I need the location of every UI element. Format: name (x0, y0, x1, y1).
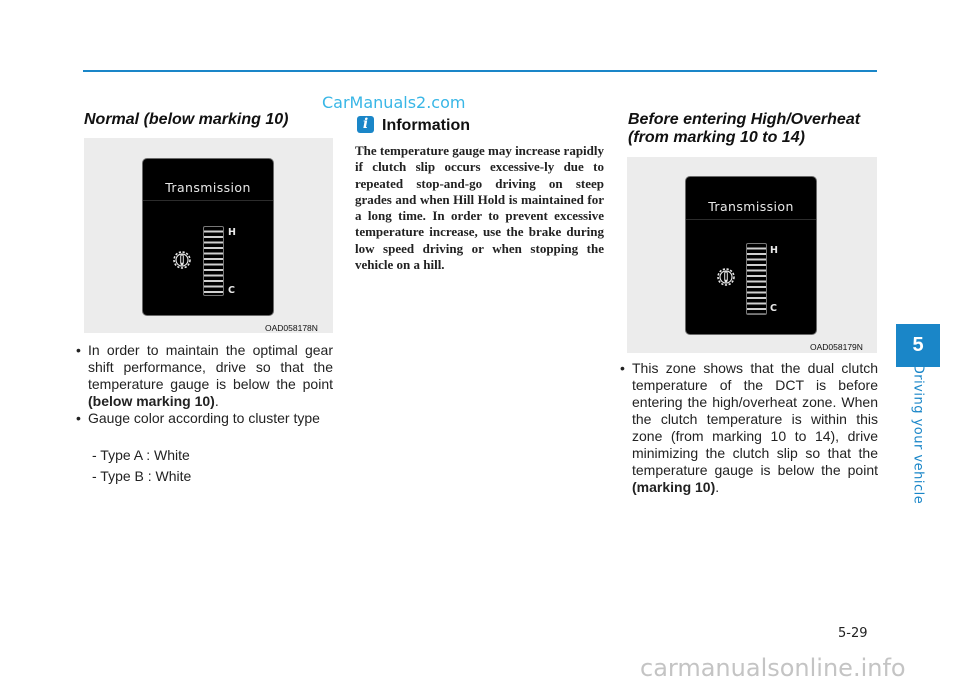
top-rule (83, 70, 877, 72)
right-figure (627, 157, 877, 353)
screen-title: Transmission (165, 180, 251, 195)
right-heading-line-2: (from marking 10 to 14) (628, 129, 805, 146)
bullet-dot: • (76, 342, 81, 358)
right-heading (628, 111, 860, 147)
bullet-text: This zone shows that the dual clutch temperature of the DCT is before entering the high/overheat zone. When the clutch temperature is within this zone (from marking 10 to 14), drive minimizing the clutch slip so that the temperature gauge is below the point (632, 360, 878, 478)
watermark-bottom: carmanualsonline.info (640, 654, 906, 682)
bullet-dot: • (620, 360, 625, 376)
left-bullet-2 (76, 410, 333, 427)
screen-divider (686, 219, 816, 220)
page-number: 5-29 (838, 626, 868, 641)
bullet-tail: . (214, 393, 219, 409)
left-figure (84, 138, 333, 333)
gauge-mark-c: C (228, 285, 235, 296)
gauge-mark-c: C (770, 303, 777, 314)
left-bullet-1 (76, 342, 333, 410)
screen-title: Transmission (708, 199, 794, 214)
bullet-bold: (below marking 10) (88, 393, 215, 409)
chapter-label (903, 363, 933, 504)
watermark-top: CarManuals2.com (322, 93, 466, 112)
gear-thermometer-icon (170, 248, 194, 272)
info-body: The temperature gauge may increase rapidly if clutch slip occurs excessive-ly due to repeated stop-and-go driving on steep grades and when Hill Hold is maintained for a long time. In order to prevent excessive temperature increase, use the brake during low speed driving or when stopping the vehicle on a hill. (355, 143, 605, 273)
screen-divider (143, 200, 273, 201)
chapter-tab[interactable]: 5 (896, 324, 940, 367)
bullet-dot: • (76, 410, 81, 426)
bullet-tail: . (715, 479, 720, 495)
gauge-mark-h: H (770, 245, 778, 256)
info-icon: i (357, 116, 374, 133)
right-bullet-1 (620, 360, 878, 496)
gauge-mark-h: H (228, 227, 236, 238)
right-heading-line-1: Before entering High/Overheat (628, 111, 861, 128)
bullet-text: Gauge color according to cluster type (88, 410, 320, 426)
figure-code: OAD058178N (265, 323, 318, 333)
bullet-bold: (marking 10) (632, 479, 716, 495)
temperature-gauge (746, 243, 767, 315)
type-b-line: - Type B : White (92, 468, 192, 484)
cluster-screen (685, 176, 817, 335)
type-a-line: - Type A : White (92, 447, 190, 463)
cluster-screen (142, 158, 274, 316)
chapter-label-text: Driving your vehicle (910, 363, 926, 504)
info-title: Information (382, 117, 470, 134)
temperature-gauge (203, 226, 224, 296)
bullet-text: In order to maintain the optimal gear shift performance, drive so that the temperature gauge is below the point (88, 342, 333, 392)
gear-thermometer-icon (714, 265, 738, 289)
left-heading: Normal (below marking 10) (84, 111, 289, 128)
figure-code: OAD058179N (810, 342, 863, 352)
